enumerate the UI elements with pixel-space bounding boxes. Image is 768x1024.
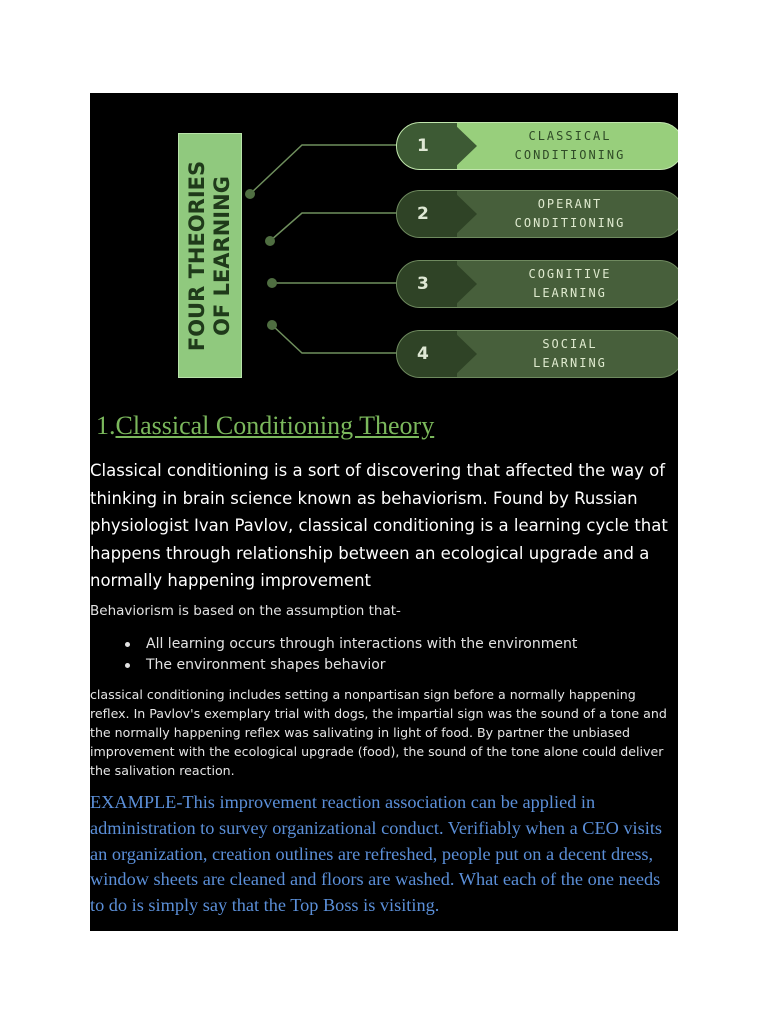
section-title: Classical Conditioning Theory — [115, 411, 435, 440]
bullet-icon — [125, 663, 130, 668]
theory-number-4: 4 — [417, 344, 429, 364]
theory-label-4-line1: SOCIAL — [542, 337, 598, 351]
conditioning-paragraph: classical conditioning includes setting a nonpartisan sign before a normally happening reflex. In Pavlov's exemplary trial with dogs, the impartial sign was the sound of a tone and the normally happening reflex was salivating in light of food. By partner the unbiased improvement with the ecological upgrade (food), the sound of the tone alone could deliver the salivation reaction. — [90, 687, 667, 778]
theory-label-2-line1: OPERANT — [537, 197, 603, 211]
theory-item-3 — [396, 260, 678, 308]
example-paragraph: EXAMPLE-This improvement reaction association can be applied in administration to survey organizational conduct. Verifiably when a CEO visits an organization, creation outlines are refreshed, people put on a decent dress, window sheets are cleaned and floors are washed. What each of the one needs to do is simply say that the Top Boss is visiting. — [90, 792, 663, 916]
section-heading — [96, 411, 434, 441]
document-page — [90, 93, 678, 931]
theory-number-1: 1 — [417, 136, 429, 156]
theory-label-1-line1: CLASSICAL — [528, 129, 612, 143]
diagram-title-line2: OF LEARNING — [210, 175, 234, 336]
theory-item-2 — [396, 190, 678, 238]
connector-4 — [272, 325, 400, 353]
theory-label-4-line2: LEARNING — [533, 356, 607, 370]
theory-item-4 — [396, 330, 678, 378]
bullet-icon — [125, 642, 130, 647]
intro-paragraph: Classical conditioning is a sort of discovering that affected the way of thinking in brain science known as behaviorism. Found by Russian physiologist Ivan Pavlov, classical conditioning is a learning cycle that happens through relationship between an ecological upgrade and a normally happening improvement — [90, 461, 668, 590]
diagram-title-line1: FOUR THEORIES — [185, 160, 209, 351]
diagram-title — [185, 160, 235, 350]
connector-dot-2 — [265, 236, 275, 246]
list-item-text: The environment shapes behavior — [146, 656, 386, 673]
theory-label-1 — [475, 123, 665, 169]
theory-label-2 — [475, 191, 665, 237]
list-item — [90, 655, 670, 676]
theory-label-1-line2: CONDITIONING — [514, 148, 626, 162]
connector-dot-4 — [267, 320, 277, 330]
theory-number-2: 2 — [417, 204, 429, 224]
connector-dot-3 — [267, 278, 277, 288]
bullet-list — [90, 634, 670, 675]
connector-1 — [250, 145, 400, 194]
diagram-title-box — [178, 133, 242, 378]
theory-number-3: 3 — [417, 274, 429, 294]
theory-item-1 — [396, 122, 678, 170]
assumption-line: Behaviorism is based on the assumption that- — [90, 603, 401, 619]
connector-dot-1 — [245, 189, 255, 199]
theory-label-3-line1: COGNITIVE — [528, 267, 612, 281]
list-item-text: All learning occurs through interactions with the environment — [146, 636, 578, 652]
four-theories-diagram — [90, 93, 678, 393]
list-item — [90, 634, 670, 655]
theory-label-2-line2: CONDITIONING — [514, 216, 626, 230]
connector-2 — [270, 213, 400, 241]
section-number: 1. — [96, 411, 116, 440]
theory-label-3 — [475, 261, 665, 307]
theory-label-3-line2: LEARNING — [533, 286, 607, 300]
theory-label-4 — [475, 331, 665, 377]
